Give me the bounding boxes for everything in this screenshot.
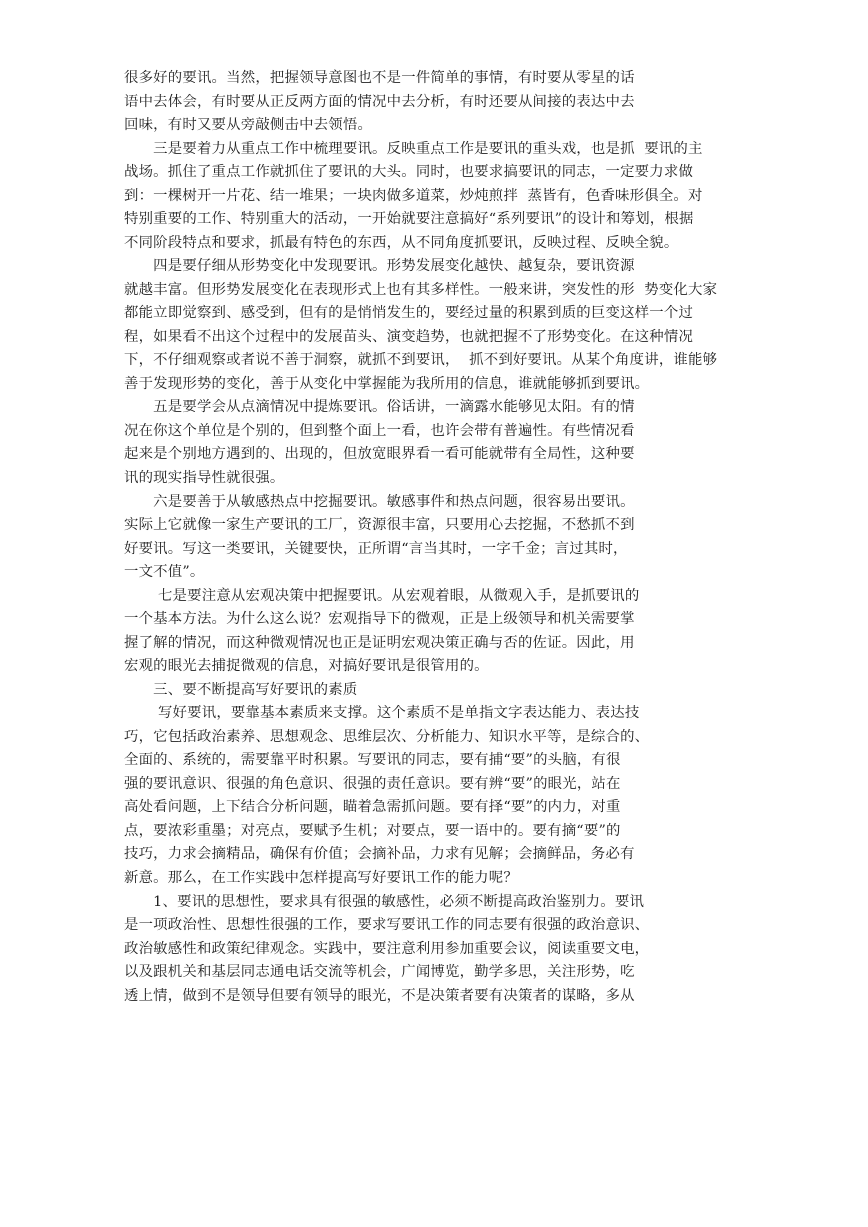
text-line: 战场。抓住了重点工作就抓住了要讯的大头。同时，也要求搞要讯的同志，一定要力求做 xyxy=(124,164,694,181)
text-line: 到：一棵树开一片花、结一堆果；一块肉做多道菜，炒炖煎拌 蒸皆有，色香味形俱全。对 xyxy=(124,187,703,204)
text-line: 特别重要的工作、特别重大的活动，一开始就要注意搞好“系列要讯”的设计和筹划，根据 xyxy=(124,211,694,228)
text-line: 政治敏感性和政策纪律观念。实践中，要注意利用参加重要会议，阅读重要文电， xyxy=(124,940,650,957)
text-line: 三、要不断提高写好要讯的素质 xyxy=(124,681,358,698)
text-line: 四是要仔细从形势变化中发现要讯。形势发展变化越快、越复杂，要讯资源 xyxy=(124,258,635,275)
text-line: 就越丰富。但形势发展变化在表现形式上也有其多样性。一般来讲，突发性的形 势变化大家 xyxy=(124,281,718,298)
text-line: 一个基本方法。为什么这么说？宏观指导下的微观，正是上级领导和机关需要掌 xyxy=(124,611,635,628)
text-line: 善于发现形势的变化，善于从变化中掌握能为我所用的信息，谁就能够抓到要讯。 xyxy=(124,375,650,392)
text-line: 回味，有时又要从旁敲侧击中去领悟。 xyxy=(124,117,373,134)
text-line: 1、要讯的思想性，要求具有很强的敏感性，必须不断提高政治鉴别力。要讯 xyxy=(124,893,645,910)
text-line: 都能立即觉察到、感受到，但有的是悄悄发生的，要经过量的积累到质的巨变这样一个过 xyxy=(124,305,694,322)
text-line: 五是要学会从点滴情况中提炼要讯。俗话讲，一滴露水能够见太阳。有的情 xyxy=(124,399,635,416)
text-line: 一文不值”。 xyxy=(124,564,205,581)
text-line: 况在你这个单位是个别的，但到整个面上一看，也许会带有普遍性。有些情况看 xyxy=(124,422,635,439)
text-line: 不同阶段特点和要求，抓最有特色的东西，从不同角度抓要讯，反映过程、反映全貌。 xyxy=(124,234,679,251)
text-line: 七是要注意从宏观决策中把握要讯。从宏观着眼，从微观入手，是抓要讯的 xyxy=(124,587,640,604)
text-line: 六是要善于从敏感热点中挖掘要讯。敏感事件和热点问题，很容易出要讯。 xyxy=(124,493,635,510)
text-line: 新意。那么，在工作实践中怎样提高写好要讯工作的能力呢？ xyxy=(124,870,518,887)
text-line: 语中去体会，有时要从正反两方面的情况中去分析，有时还要从间接的表达中去 xyxy=(124,93,635,110)
text-line: 三是要着力从重点工作中梳理要讯。反映重点工作是要讯的重头戏，也是抓 要讯的主 xyxy=(124,140,703,157)
text-line: 实际上它就像一家生产要讯的工厂，资源很丰富，只要用心去挖掘，不愁抓不到 xyxy=(124,517,635,534)
text-line: 巧，它包括政治素养、思想观念、思维层次、分析能力、知识水平等，是综合的、 xyxy=(124,728,650,745)
text-line: 透上情，做到不是领导但要有领导的眼光，不是决策者要有决策者的谋略，多从 xyxy=(124,987,635,1004)
text-line: 握了解的情况，而这种微观情况也正是证明宏观决策正确与否的佐证。因此，用 xyxy=(124,634,635,651)
text-line: 写好要讯，要靠基本素质来支撑。这个素质不是单指文字表达能力、表达技 xyxy=(124,705,640,722)
text-line: 强的要讯意识、很强的角色意识、很强的责任意识。要有辨“要”的眼光，站在 xyxy=(124,775,621,792)
text-line: 全面的、系统的，需要靠平时积累。写要讯的同志，要有捕“要”的头脑，有很 xyxy=(124,752,621,769)
text-line: 好要讯。写这一类要讯，关键要快，正所谓“言当其时，一字千金；言过其时， xyxy=(124,540,628,557)
text-line: 是一项政治性、思想性很强的工作，要求写要讯工作的同志要有很强的政治意识、 xyxy=(124,917,650,934)
text-line: 以及跟机关和基层同志通电话交流等机会，广闻博览，勤学多思，关注形势，吃 xyxy=(124,964,635,981)
text-line: 下，不仔细观察或者说不善于洞察，就抓不到要讯， 抓不到好要讯。从某个角度讲，谁能够 xyxy=(124,352,718,369)
text-line: 点，要浓彩重墨；对亮点，要赋予生机；对要点，要一语中的。要有摘“要”的 xyxy=(124,822,621,839)
text-line: 起来是个别地方遇到的、出现的，但放宽眼界看一看可能就带有全局性，这种要 xyxy=(124,446,635,463)
text-line: 宏观的眼光去捕捉微观的信息，对搞好要讯是很管用的。 xyxy=(124,658,489,675)
text-line: 程，如果看不出这个过程中的发展苗头、演变趋势，也就把握不了形势变化。在这种情况 xyxy=(124,328,694,345)
text-line: 技巧，力求会摘精品，确保有价值；会摘补品，力求有见解；会摘鲜品，务必有 xyxy=(124,846,635,863)
text-line: 很多好的要讯。当然，把握领导意图也不是一件简单的事情，有时要从零星的话 xyxy=(124,70,635,86)
text-line: 高处看问题，上下结合分析问题，瞄着急需抓问题。要有择“要”的内力，对重 xyxy=(124,799,621,816)
text-line: 讯的现实指导性就很强。 xyxy=(124,470,285,486)
